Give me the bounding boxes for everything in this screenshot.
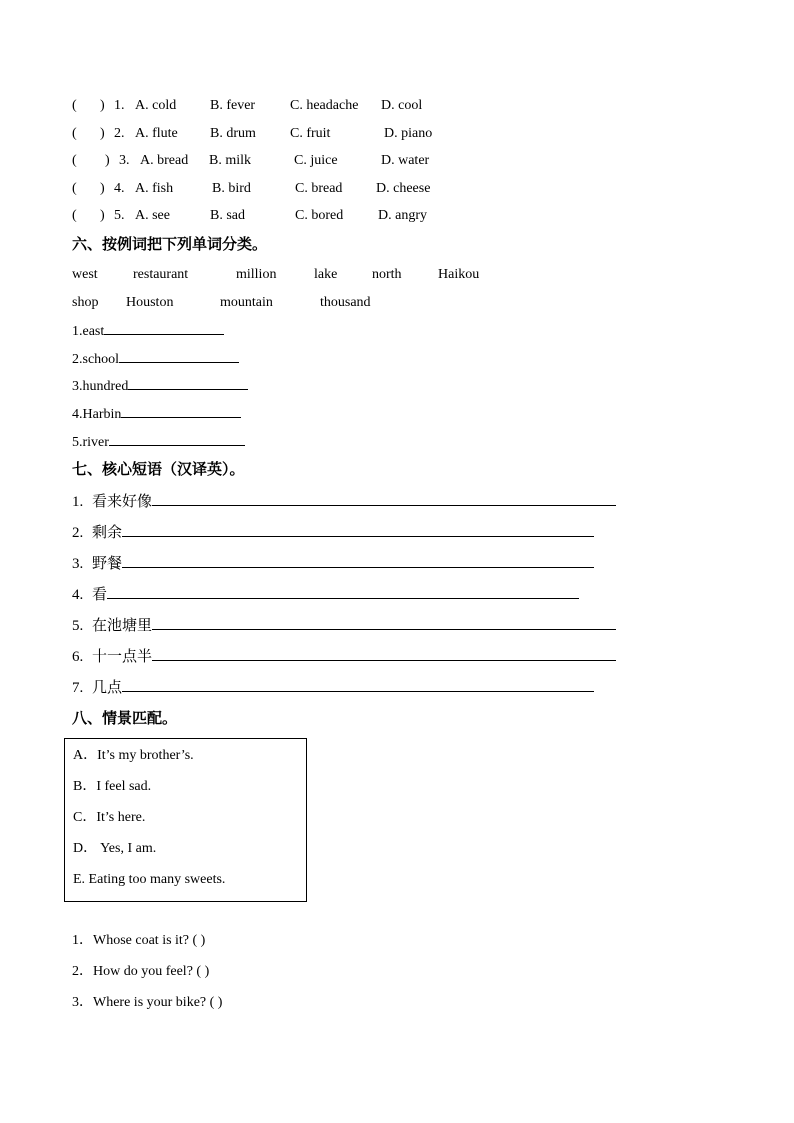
answer-blank[interactable]: [121, 403, 241, 418]
option-a: A. cold: [135, 98, 177, 113]
answer-blank[interactable]: [109, 431, 245, 446]
phrase-text: 十一点半: [92, 647, 153, 665]
phrase-number: 5.: [72, 618, 84, 634]
word-bank-item: restaurant: [133, 267, 189, 282]
answer-blank[interactable]: [152, 614, 616, 630]
phrase-text: 看: [92, 585, 108, 603]
answer-blank[interactable]: [122, 521, 594, 537]
question-number: 5.: [114, 208, 125, 223]
option-b: B. bird: [212, 181, 251, 196]
word-bank-item: west: [72, 267, 98, 282]
classify-row: [72, 320, 224, 342]
phrase-number: 6.: [72, 649, 84, 665]
option-a: A. see: [135, 208, 170, 223]
classify-row: [72, 403, 241, 425]
answer-paren-open: (: [72, 126, 77, 141]
word-bank-item: thousand: [320, 295, 371, 310]
example-word: 4.Harbin: [72, 407, 122, 422]
option-b: B. fever: [210, 98, 256, 113]
classify-row: [72, 431, 245, 453]
answer-blank[interactable]: [122, 676, 594, 692]
question-number: 1.: [114, 98, 125, 113]
option-c: C. headache: [290, 98, 359, 113]
answer-paren-open: (: [72, 98, 77, 113]
example-word: 5.river: [72, 435, 109, 450]
phrase-number: 2.: [72, 525, 84, 541]
phrase-number: 1.: [72, 494, 84, 510]
option-a: A. flute: [135, 126, 178, 141]
example-word: 1.east: [72, 324, 105, 339]
section-heading-phrases: 七、核心短语（汉译英）。: [72, 460, 245, 478]
phrase-text: 几点: [92, 678, 123, 696]
matching-option: B．I feel sad.: [73, 779, 152, 794]
phrase-row: [72, 645, 616, 667]
answer-paren-close: ): [105, 153, 110, 168]
answer-blank[interactable]: [107, 583, 579, 599]
matching-question: 3．Where is your bike? ( ): [72, 995, 223, 1010]
matching-question: 2．How do you feel? ( ): [72, 964, 210, 979]
answer-paren-close: ): [100, 98, 105, 113]
option-d: D. water: [381, 153, 430, 168]
option-c: C. juice: [294, 153, 338, 168]
classify-row: [72, 348, 239, 370]
phrase-row: [72, 490, 616, 512]
word-bank-item: mountain: [220, 295, 273, 310]
example-word: 3.hundred: [72, 379, 129, 394]
phrase-text: 剩余: [92, 523, 123, 541]
word-bank-item: north: [372, 267, 402, 282]
option-a: A. fish: [135, 181, 174, 196]
option-b: B. drum: [210, 126, 256, 141]
question-number: 2.: [114, 126, 125, 141]
matching-option: C．It’s here.: [73, 810, 146, 825]
question-number: 4.: [114, 181, 125, 196]
option-d: D. angry: [378, 208, 427, 223]
option-b: B. sad: [210, 208, 245, 223]
phrase-row: [72, 552, 594, 574]
word-bank-item: million: [236, 267, 277, 282]
classify-row: [72, 375, 248, 397]
phrase-text: 看来好像: [92, 492, 153, 510]
answer-blank[interactable]: [152, 645, 616, 661]
answer-paren-open: (: [72, 208, 77, 223]
phrase-number: 7.: [72, 680, 84, 696]
example-word: 2.school: [72, 352, 120, 367]
phrase-text: 在池塘里: [92, 616, 153, 634]
answer-blank[interactable]: [119, 348, 239, 363]
matching-option: A．It’s my brother’s.: [73, 748, 194, 763]
answer-blank[interactable]: [128, 375, 248, 390]
word-bank-item: Haikou: [438, 267, 480, 282]
matching-options-box: [64, 738, 307, 902]
word-bank-item: Houston: [126, 295, 174, 310]
phrase-number: 4.: [72, 587, 84, 603]
option-d: D. cheese: [376, 181, 431, 196]
section-heading-classify: 六、按例词把下列单词分类。: [72, 235, 268, 253]
word-bank-item: lake: [314, 267, 338, 282]
phrase-text: 野餐: [92, 554, 123, 572]
phrase-row: [72, 583, 579, 605]
phrase-row: [72, 521, 594, 543]
matching-option: D． Yes, I am.: [73, 841, 157, 856]
answer-paren-open: (: [72, 181, 77, 196]
section-heading-matching: 八、情景匹配。: [72, 709, 178, 727]
answer-blank[interactable]: [122, 552, 594, 568]
option-b: B. milk: [209, 153, 252, 168]
option-c: C. bread: [295, 181, 343, 196]
answer-paren-close: ): [100, 126, 105, 141]
phrase-number: 3.: [72, 556, 84, 572]
option-a: A. bread: [140, 153, 189, 168]
option-c: C. fruit: [290, 126, 331, 141]
word-bank-item: shop: [72, 295, 99, 310]
matching-question: 1．Whose coat is it? ( ): [72, 933, 206, 948]
answer-paren-close: ): [100, 181, 105, 196]
phrase-row: [72, 614, 616, 636]
option-d: D. piano: [384, 126, 433, 141]
option-d: D. cool: [381, 98, 423, 113]
answer-blank[interactable]: [152, 490, 616, 506]
answer-paren-open: (: [72, 153, 77, 168]
question-number: 3.: [119, 153, 130, 168]
answer-blank[interactable]: [104, 320, 224, 335]
answer-paren-close: ): [100, 208, 105, 223]
matching-option: E. Eating too many sweets.: [73, 872, 226, 887]
option-c: C. bored: [295, 208, 344, 223]
phrase-row: [72, 676, 594, 698]
